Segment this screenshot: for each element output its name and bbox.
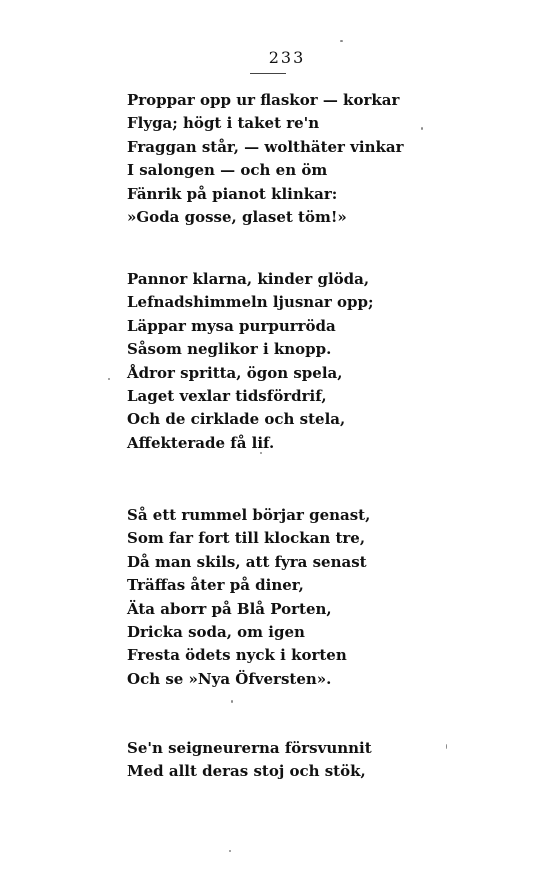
verse-line: Då man skils, att fyra senast	[127, 552, 367, 571]
verse-line: Läppar mysa purpurröda	[127, 316, 336, 335]
scan-speck	[231, 700, 233, 703]
scan-speck	[108, 378, 110, 380]
verse-line: Så ett rummel börjar genast,	[127, 506, 371, 524]
stanza-1	[127, 89, 404, 229]
scan-speck	[421, 127, 423, 130]
verse-line: Och se »Nya Öfversten».	[127, 669, 332, 688]
scan-speck	[229, 850, 231, 852]
verse-line: Affekterade få lif.	[127, 433, 275, 452]
scan-speck	[446, 744, 447, 749]
page-number: 233	[268, 48, 306, 67]
verse-line: Träffas åter på diner,	[127, 576, 304, 595]
stanza-4	[127, 737, 372, 784]
page-number-rule	[250, 73, 286, 74]
verse-line: Såsom neglikor i knopp.	[127, 340, 332, 359]
scan-speck	[340, 40, 343, 42]
verse-line: Ådror spritta, ögon spela,	[127, 363, 343, 382]
verse-line: Laget vexlar tidsfördrif,	[127, 386, 327, 405]
stanza-3	[127, 504, 371, 691]
stanza-2	[127, 268, 374, 455]
verse-line: Och de cirklade och stela,	[127, 410, 346, 429]
verse-line: »Goda gosse, glaset töm!»	[127, 207, 347, 226]
verse-line: Proppar opp ur flaskor — korkar	[127, 91, 400, 109]
verse-line: Med allt deras stoj och stök,	[127, 762, 366, 781]
verse-line: Pannor klarna, kinder glöda,	[127, 270, 370, 288]
verse-line: Dricka soda, om igen	[127, 622, 305, 641]
verse-line: Äta aborr på Blå Porten,	[127, 599, 332, 618]
verse-line: Fänrik på pianot klinkar:	[127, 184, 338, 203]
verse-line: Fraggan står, — wolthäter vinkar	[127, 137, 404, 156]
verse-line: Se'n seigneurerna försvunnit	[127, 739, 372, 757]
verse-line: I salongen — och en öm	[127, 161, 328, 180]
verse-line: Flyga; högt i taket re'n	[127, 114, 320, 133]
verse-line: Som far fort till klockan tre,	[127, 529, 366, 548]
verse-line: Lefnadshimmeln ljusnar opp;	[127, 293, 374, 312]
verse-line: Fresta ödets nyck i korten	[127, 646, 347, 665]
scan-speck	[260, 452, 262, 454]
